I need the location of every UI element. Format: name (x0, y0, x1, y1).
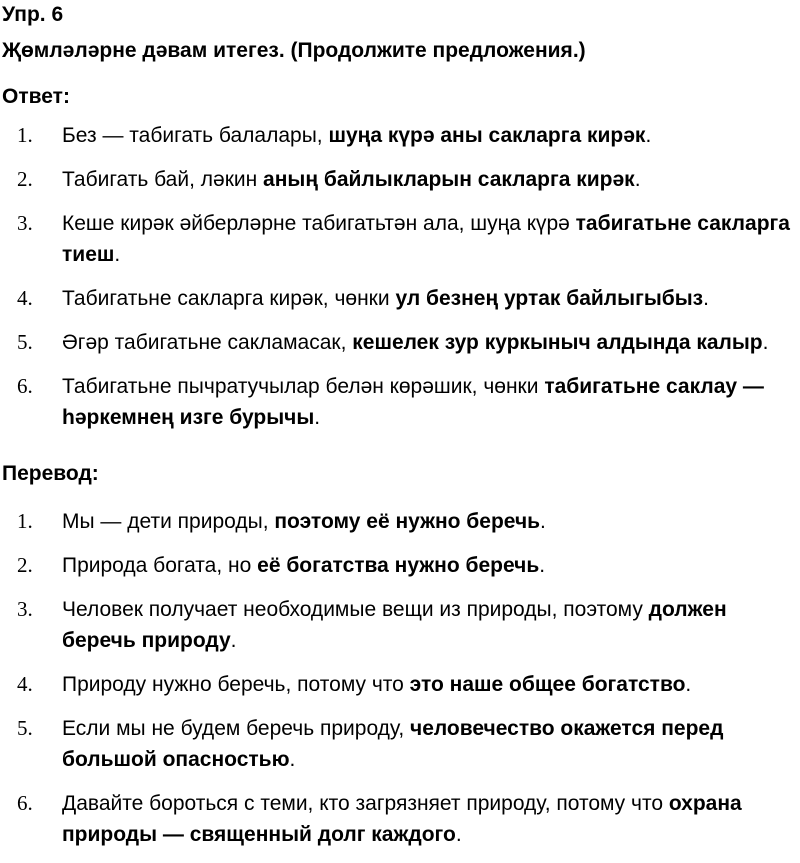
item-bold-text: поэтому её нужно беречь (274, 510, 541, 533)
translation-item (0, 550, 800, 581)
item-number: 1. (17, 509, 33, 533)
answer-item (0, 120, 800, 151)
item-bold-text: охрана природы — священный долг каждого (62, 792, 742, 846)
answer-list (0, 120, 800, 446)
item-end: . (289, 748, 296, 771)
item-text: Давайте бороться с теми, кто загрязняет природу, потому что (62, 792, 669, 815)
item-number: 4. (17, 672, 33, 696)
item-number: 3. (17, 211, 33, 235)
item-number: 2. (17, 553, 33, 577)
translation-list (0, 506, 800, 863)
item-text: Табигатьне сакларга кирәк, чөнки (62, 287, 396, 310)
item-end: . (762, 331, 769, 354)
item-text: Природа богата, но (62, 554, 258, 577)
item-text: Природу нужно беречь, потому что (62, 673, 410, 696)
item-end: . (230, 629, 237, 652)
item-end: . (645, 124, 652, 147)
item-bold-text: её богатства нужно беречь (257, 554, 540, 577)
item-text: Табигатьне пычратучылар белән көрәшик, чөнки (62, 375, 545, 398)
item-number: 3. (17, 597, 33, 621)
task-instruction: Җөмләләрне дәвам итегез. (Продолжите предложения.) (2, 39, 586, 62)
item-bold-text: должен беречь природу (62, 598, 727, 652)
item-number: 5. (17, 716, 33, 740)
item-end: . (455, 823, 462, 846)
answer-item (0, 208, 800, 270)
item-number: 6. (17, 374, 33, 398)
item-end: . (314, 406, 321, 429)
item-number: 2. (17, 167, 33, 191)
translation-item (0, 788, 800, 850)
answer-heading: Ответ: (2, 85, 70, 108)
item-end: . (540, 510, 546, 533)
item-bold-text: табигатьне сакларга тиеш (62, 212, 790, 266)
answer-item (0, 327, 800, 358)
item-text: Табигать бай, ләкин (62, 168, 264, 191)
item-bold-text: это наше общее богатство (409, 673, 686, 696)
item-end: . (539, 554, 546, 577)
translation-item (0, 713, 800, 775)
answer-item (0, 164, 800, 195)
translation-item (0, 669, 800, 700)
item-end: . (634, 168, 641, 191)
item-text: Мы — дети природы, (62, 510, 275, 533)
answer-item (0, 371, 800, 433)
exercise-label: Упр. 6 (2, 3, 64, 26)
item-number: 5. (17, 330, 33, 354)
item-bold-text: табигатьне саклау — һәркемнең изге бурычы (62, 375, 764, 429)
item-bold-text: ул безнең уртак байлыгыбыз (395, 287, 704, 310)
item-number: 4. (17, 286, 33, 310)
item-bold-text: аның байлыкларын сакларга кирәк (263, 168, 635, 191)
item-bold-text: человечество окажется перед большой опасностью (62, 717, 724, 771)
translation-item (0, 594, 800, 656)
item-end: . (114, 243, 121, 266)
item-text: Кеше кирәк әйберләрне табигатьтән ала, шуңа күрә (62, 212, 576, 235)
item-bold-text: кешелек зур куркыныч алдында калыр (352, 331, 763, 354)
item-text: Если мы не будем беречь природу, (62, 717, 410, 740)
answer-item (0, 283, 800, 314)
item-number: 6. (17, 791, 33, 815)
item-text: Әгәр табигатьне сакламасак, (62, 331, 353, 354)
item-bold-text: шуңа күрә аны сакларга кирәк (328, 124, 646, 147)
translation-heading: Перевод: (2, 462, 99, 485)
item-number: 1. (17, 123, 33, 147)
translation-item (0, 506, 800, 537)
item-text: Человек получает необходимые вещи из природы, поэтому (62, 598, 649, 621)
item-end: . (703, 287, 709, 310)
item-text: Без — табигать балалары, (62, 124, 329, 147)
item-end: . (685, 673, 692, 696)
